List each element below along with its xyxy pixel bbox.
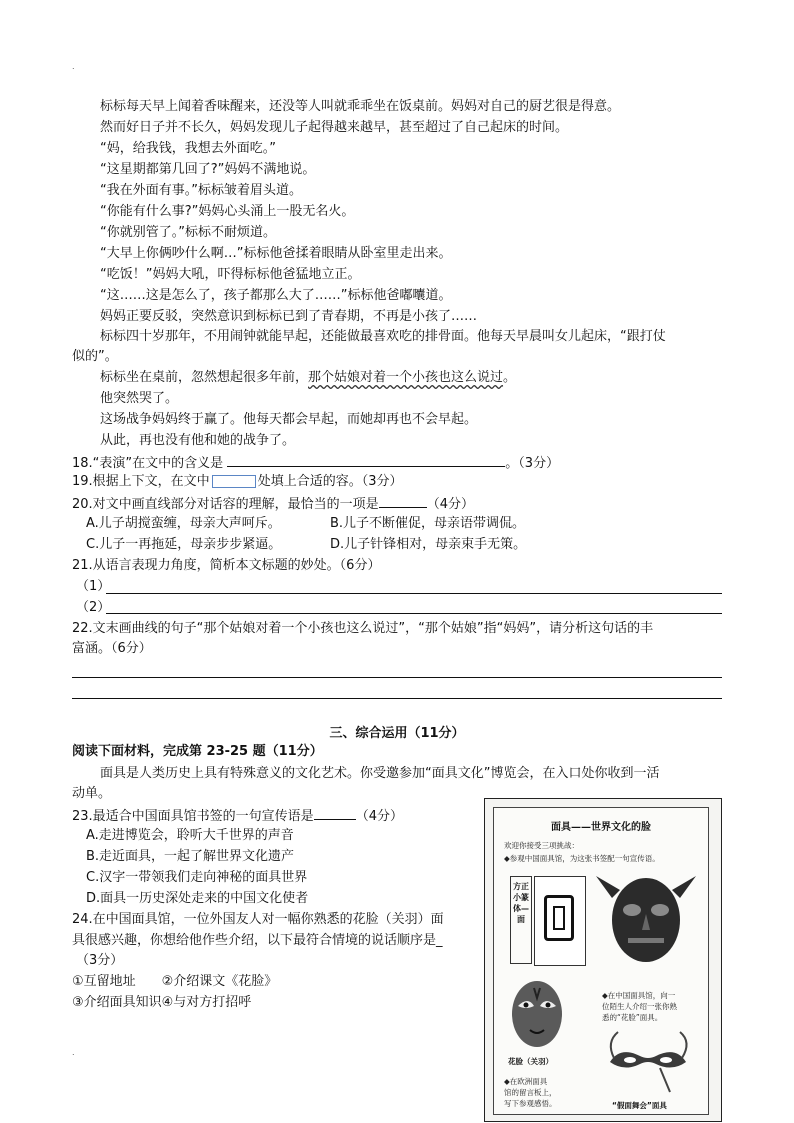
story-para-11: 妈妈正要反驳，突然意识到标标已到了青春期，不再是小孩了……	[100, 309, 478, 324]
bottom-mark: .	[72, 1048, 75, 1057]
question-19-tail: 处填上合适的容。（3分）	[257, 474, 403, 489]
story-para-13-pre: 标标坐在桌前，忽然想起很多年前，	[100, 370, 309, 385]
story-para-3: “妈，给我钱，我想去外面吃。”	[100, 141, 276, 156]
question-24-options-1: ①互留地址 ②介绍课文《花脸》	[72, 974, 278, 989]
poster-task-1: ◆参观中国面具馆，为这张书签配一句宣传语。	[504, 854, 660, 863]
question-20-score: （4分）	[426, 497, 474, 512]
question-21: 21.从语言表现力角度，简析本文标题的妙处。（6分）	[72, 558, 381, 573]
question-20-option-a[interactable]: A.儿子胡搅蛮缠，母亲大声呵斥。	[86, 516, 281, 531]
section-3-title: 三、综合运用（11分）	[329, 726, 465, 741]
question-20-option-b[interactable]: B.儿子不断催促，母亲语带调侃。	[330, 516, 526, 531]
question-20-text: 20.对文中画直线部分对话容的理解，最恰当的一项是	[72, 497, 379, 512]
question-18-score: 。（3分）	[505, 456, 560, 471]
masquerade-mask-icon	[600, 1028, 696, 1094]
top-mark: .	[72, 62, 75, 71]
poster-title: 面具——世界文化的脸	[551, 822, 651, 833]
story-para-7: “你就别管了。”标标不耐烦道。	[100, 225, 276, 240]
story-para-14: 他突然哭了。	[100, 391, 179, 406]
story-para-2: 然而好日子并不长久，妈妈发现儿子起得越来越早，甚至超过了自己起床的时间。	[100, 120, 569, 135]
question-21-label-1: （1）	[76, 579, 111, 594]
question-24-line1: 24.在中国面具馆，一位外国友人对一幅你熟悉的花脸（关羽）面	[72, 912, 444, 927]
poster-frame	[493, 807, 709, 1115]
section-3-intro: 阅读下面材料，完成第 23-25 题（11分）	[72, 744, 323, 759]
story-para-16: 从此，再也没有他和她的战争了。	[100, 433, 296, 448]
bronze-mask-icon	[592, 868, 700, 968]
question-19	[72, 472, 402, 492]
question-23	[72, 805, 403, 827]
question-22-line1: 22.文末画曲线的句子“那个姑娘对着一个小孩也这么说过”，“那个姑娘”指“妈妈”，请分析这句话的丰	[72, 621, 654, 636]
question-21-answer-line-2[interactable]	[106, 613, 722, 614]
story-para-12-line2: 似的”。	[72, 349, 118, 364]
seal-script-character-panel	[534, 876, 586, 966]
question-18-answer-blank[interactable]	[227, 452, 505, 467]
poster-task-3-line3: 写下参观感悟。	[504, 1099, 557, 1108]
question-18-text: 18.“表演”在文中的含义是	[72, 456, 224, 471]
question-20-option-c[interactable]: C.儿子一再拖延，母亲步步紧逼。	[86, 537, 282, 552]
question-20-option-d[interactable]: D.儿子针锋相对，母亲束手无策。	[330, 537, 527, 552]
question-22-line2: 富涵。（6分）	[72, 641, 152, 656]
question-23-option-b[interactable]: B.走近面具，一起了解世界文化遗产	[86, 849, 295, 864]
question-23-option-a[interactable]: A.走进博览会，聆听大千世界的声音	[86, 828, 294, 843]
masquerade-caption: “假面舞会”面具	[612, 1101, 667, 1110]
question-23-score: （4分）	[355, 809, 403, 824]
poster-task-3-line1: ◆在欧洲面具	[504, 1077, 548, 1086]
question-20	[72, 493, 474, 515]
question-20-answer-blank[interactable]	[379, 493, 427, 508]
poster-task-2-line1: ◆在中国面具馆，向一	[602, 991, 676, 1000]
huolian-mask-icon	[508, 978, 566, 1050]
story-para-13-post: 。	[503, 370, 517, 385]
poster-task-2-line3: 悉的“花脸”面具。	[602, 1013, 663, 1022]
question-22-answer-line-1[interactable]	[72, 677, 722, 678]
story-para-15: 这场战争妈妈终于赢了。他每天都会早起，而她却再也不会早起。	[100, 412, 478, 427]
question-24-line3: （3分）	[76, 953, 124, 968]
story-para-4: “这星期都第几回了?”妈妈不满地说。	[100, 162, 316, 177]
question-24-line2: 具很感兴趣，你想给他作些介绍，以下最符合情境的说话顺序是_	[72, 933, 443, 948]
poster-welcome: 欢迎你接受三项挑战：	[504, 841, 579, 850]
poster-task-2-line2: 位陌生人介绍一张你熟	[602, 1002, 677, 1011]
story-para-13	[100, 368, 516, 388]
question-19-text: 19.根据上下文，在文中	[72, 474, 210, 489]
story-para-5: “我在外面有事。”标标皱着眉头道。	[100, 183, 302, 198]
question-24-options-2: ③介绍面具知识④与对方打招呼	[72, 995, 252, 1010]
question-23-answer-blank[interactable]	[314, 805, 356, 820]
story-para-12-line1: 标标四十岁那年，不用闹钟就能早起，还能做最喜欢吃的排骨面。他每天早晨叫女儿起床，“跟打仗	[100, 329, 666, 344]
question-23-text: 23.最适合中国面具馆书签的一句宣传语是	[72, 809, 314, 824]
seal-character-icon	[544, 895, 574, 941]
seal-script-label: 方正小篆体—面	[510, 876, 532, 964]
question-18	[72, 452, 559, 474]
question-23-option-d[interactable]: D.面具一历史深处走来的中国文化使者	[86, 891, 309, 906]
wavy-underlined-sentence: 那个姑娘对着一个小孩也这么说过	[308, 370, 504, 385]
story-para-9: “吃饭！”妈妈大吼，吓得标标他爸猛地立正。	[100, 267, 361, 282]
activity-sheet-poster	[484, 798, 722, 1122]
question-21-answer-line-1[interactable]	[106, 593, 722, 594]
story-para-8: “大早上你俩吵什么啊…”标标他爸揉着眼睛从卧室里走出来。	[100, 246, 452, 261]
question-22-answer-line-2[interactable]	[72, 698, 722, 699]
question-21-label-2: （2）	[76, 600, 111, 615]
story-para-10: “这……这是怎么了，孩子都那么大了……”标标他爸嘟囔道。	[100, 288, 452, 303]
huolian-caption: 花脸（关羽）	[508, 1057, 553, 1066]
story-para-1: 标标每天早上闻着香味醒来，还没等人叫就乖乖坐在饭桌前。妈妈对自己的厨艺很是得意。	[100, 99, 621, 114]
section-3-para-line2: 动单。	[72, 786, 112, 801]
story-para-6: “你能有什么事?”妈妈心头涌上一股无名火。	[100, 204, 355, 219]
poster-task-3-line2: 馆的留言板上，	[504, 1088, 557, 1097]
question-19-answer-box[interactable]	[212, 475, 256, 488]
question-23-option-c[interactable]: C.汉字一带领我们走向神秘的面具世界	[86, 870, 308, 885]
section-3-para-line1: 面具是人类历史上具有特殊意义的文化艺术。你受邀参加“面具文化”博览会，在入口处你收到一活	[100, 766, 660, 781]
